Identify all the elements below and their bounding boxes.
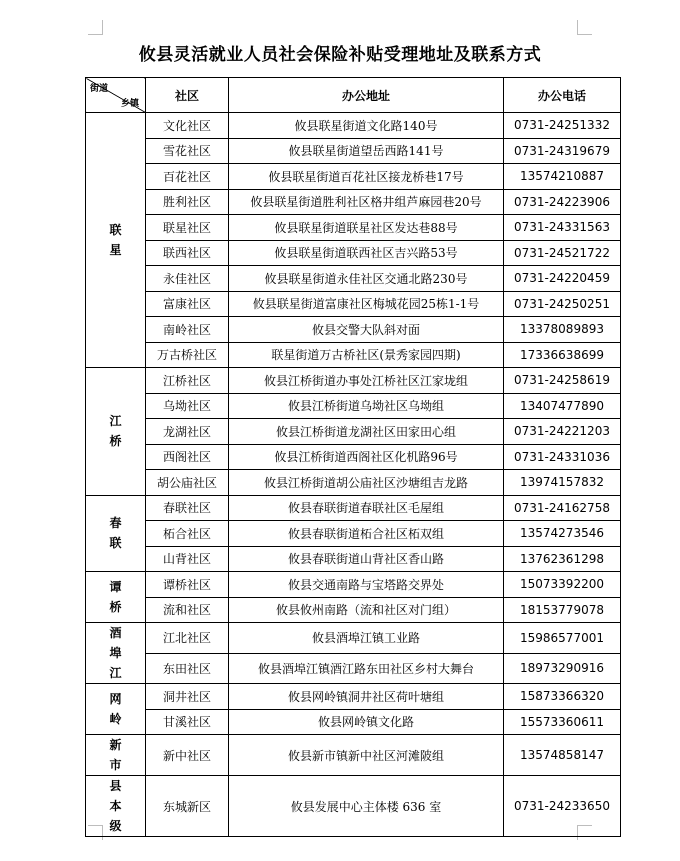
address-cell: 攸县春联街道春联社区毛屋组	[229, 495, 504, 521]
phone-cell: 0731-24331036	[504, 444, 621, 470]
table-row	[86, 393, 621, 419]
table-row	[86, 653, 621, 684]
table-row	[86, 266, 621, 292]
community-cell: 万古桥社区	[146, 342, 229, 368]
district-cell	[86, 113, 146, 368]
community-cell: 东田社区	[146, 653, 229, 684]
table-row	[86, 735, 621, 776]
district-name: 网岭	[109, 692, 122, 726]
address-cell: 攸县江桥街道龙湖社区田家田心组	[229, 419, 504, 445]
phone-cell: 15986577001	[504, 623, 621, 654]
table-row	[86, 368, 621, 394]
community-cell: 洞井社区	[146, 684, 229, 710]
table-row	[86, 597, 621, 623]
address-cell: 攸县攸州南路（流和社区对门组）	[229, 597, 504, 623]
table-row	[86, 215, 621, 241]
community-cell: 柘合社区	[146, 521, 229, 547]
header-phone: 办公电话	[504, 78, 621, 113]
table-row	[86, 572, 621, 598]
phone-cell: 15873366320	[504, 684, 621, 710]
header-address: 办公地址	[229, 78, 504, 113]
address-cell: 攸县发展中心主体楼 636 室	[229, 776, 504, 837]
district-name: 新市	[109, 738, 122, 772]
district-cell	[86, 623, 146, 684]
phone-cell: 0731-24223906	[504, 189, 621, 215]
table-row	[86, 521, 621, 547]
header-town: 乡镇	[120, 99, 139, 109]
address-cell: 攸县江桥街道胡公庙社区沙塘组吉龙路	[229, 470, 504, 496]
district-cell	[86, 368, 146, 496]
address-cell: 攸县酒埠江镇酒江路东田社区乡村大舞台	[229, 653, 504, 684]
table-row	[86, 164, 621, 190]
phone-cell: 15073392200	[504, 572, 621, 598]
address-cell: 攸县江桥街道西阁社区化机路96号	[229, 444, 504, 470]
district-name: 谭桥	[109, 580, 122, 614]
phone-cell: 0731-24258619	[504, 368, 621, 394]
district-name: 江桥	[109, 414, 122, 449]
table-row	[86, 189, 621, 215]
phone-cell: 13407477890	[504, 393, 621, 419]
phone-cell: 13378089893	[504, 317, 621, 343]
community-cell: 胡公庙社区	[146, 470, 229, 496]
phone-cell: 15573360611	[504, 709, 621, 735]
table-row	[86, 623, 621, 654]
phone-cell: 0731-24221203	[504, 419, 621, 445]
community-cell: 富康社区	[146, 291, 229, 317]
contact-table	[85, 77, 621, 837]
address-cell: 联星街道万古桥社区(景秀家园四期)	[229, 342, 504, 368]
community-cell: 联星社区	[146, 215, 229, 241]
address-cell: 攸县交通南路与宝塔路交界处	[229, 572, 504, 598]
address-cell: 攸县春联街道柘合社区柘双组	[229, 521, 504, 547]
district-name: 县本级	[109, 779, 122, 833]
table-row	[86, 419, 621, 445]
table-row	[86, 291, 621, 317]
address-cell: 攸县联星街道联星社区发达巷88号	[229, 215, 504, 241]
phone-cell: 18153779078	[504, 597, 621, 623]
address-cell: 攸县江桥街道办事处江桥社区江家垅组	[229, 368, 504, 394]
table-row	[86, 495, 621, 521]
address-cell: 攸县联星街道文化路140号	[229, 113, 504, 139]
phone-cell: 0731-24250251	[504, 291, 621, 317]
phone-cell: 0731-24319679	[504, 138, 621, 164]
table-row	[86, 342, 621, 368]
community-cell: 联西社区	[146, 240, 229, 266]
crop-mark-top-left	[88, 20, 103, 35]
district-name: 联星	[109, 223, 122, 257]
address-cell: 攸县联星街道富康社区梅城花园25栋1-1号	[229, 291, 504, 317]
district-name: 春联	[109, 516, 122, 551]
phone-cell: 17336638699	[504, 342, 621, 368]
table-row	[86, 240, 621, 266]
phone-cell: 13974157832	[504, 470, 621, 496]
address-cell: 攸县新市镇新中社区河滩陂组	[229, 735, 504, 776]
phone-cell: 13762361298	[504, 546, 621, 572]
header-street: 街道	[90, 84, 109, 94]
table-header-row	[86, 78, 621, 113]
address-cell: 攸县交警大队斜对面	[229, 317, 504, 343]
phone-cell: 13574858147	[504, 735, 621, 776]
address-cell: 攸县江桥街道乌坳社区乌坳组	[229, 393, 504, 419]
table-row	[86, 138, 621, 164]
table-row	[86, 546, 621, 572]
address-cell: 攸县联星街道永佳社区交通北路230号	[229, 266, 504, 292]
phone-cell: 0731-24331563	[504, 215, 621, 241]
page-title: 攸县灵活就业人员社会保险补贴受理地址及联系方式	[138, 45, 542, 65]
phone-cell: 0731-24220459	[504, 266, 621, 292]
community-cell: 新中社区	[146, 735, 229, 776]
community-cell: 百花社区	[146, 164, 229, 190]
table-row	[86, 776, 621, 837]
address-cell: 攸县联星街道胜利社区格井组芦麻园巷20号	[229, 189, 504, 215]
community-cell: 甘溪社区	[146, 709, 229, 735]
community-cell: 龙湖社区	[146, 419, 229, 445]
phone-cell: 13574273546	[504, 521, 621, 547]
table-row	[86, 444, 621, 470]
phone-cell: 18973290916	[504, 653, 621, 684]
crop-mark-top-right	[577, 20, 592, 35]
district-cell	[86, 684, 146, 735]
phone-cell: 0731-24521722	[504, 240, 621, 266]
phone-cell: 0731-24251332	[504, 113, 621, 139]
table-row	[86, 684, 621, 710]
address-cell: 攸县网岭镇文化路	[229, 709, 504, 735]
phone-cell: 0731-24162758	[504, 495, 621, 521]
community-cell: 乌坳社区	[146, 393, 229, 419]
district-cell	[86, 735, 146, 776]
community-cell: 南岭社区	[146, 317, 229, 343]
community-cell: 永佳社区	[146, 266, 229, 292]
community-cell: 文化社区	[146, 113, 229, 139]
table-row	[86, 317, 621, 343]
address-cell: 攸县网岭镇洞井社区荷叶塘组	[229, 684, 504, 710]
district-cell	[86, 572, 146, 623]
community-cell: 江北社区	[146, 623, 229, 654]
district-cell	[86, 776, 146, 837]
community-cell: 雪花社区	[146, 138, 229, 164]
table-row	[86, 470, 621, 496]
address-cell: 攸县联星街道联西社区吉兴路53号	[229, 240, 504, 266]
community-cell: 流和社区	[146, 597, 229, 623]
district-name: 酒埠江	[109, 626, 122, 680]
table-row	[86, 709, 621, 735]
community-cell: 山背社区	[146, 546, 229, 572]
community-cell: 东城新区	[146, 776, 229, 837]
community-cell: 胜利社区	[146, 189, 229, 215]
address-cell: 攸县联星街道百花社区接龙桥巷17号	[229, 164, 504, 190]
diagonal-header-cell	[86, 78, 146, 113]
district-cell	[86, 495, 146, 572]
community-cell: 西阁社区	[146, 444, 229, 470]
community-cell: 春联社区	[146, 495, 229, 521]
address-cell: 攸县酒埠江镇工业路	[229, 623, 504, 654]
community-cell: 江桥社区	[146, 368, 229, 394]
address-cell: 攸县联星街道望岳西路141号	[229, 138, 504, 164]
community-cell: 谭桥社区	[146, 572, 229, 598]
table-body	[86, 113, 621, 837]
header-community: 社区	[146, 78, 229, 113]
phone-cell: 13574210887	[504, 164, 621, 190]
table-row	[86, 113, 621, 139]
phone-cell: 0731-24233650	[504, 776, 621, 837]
address-cell: 攸县春联街道山背社区香山路	[229, 546, 504, 572]
